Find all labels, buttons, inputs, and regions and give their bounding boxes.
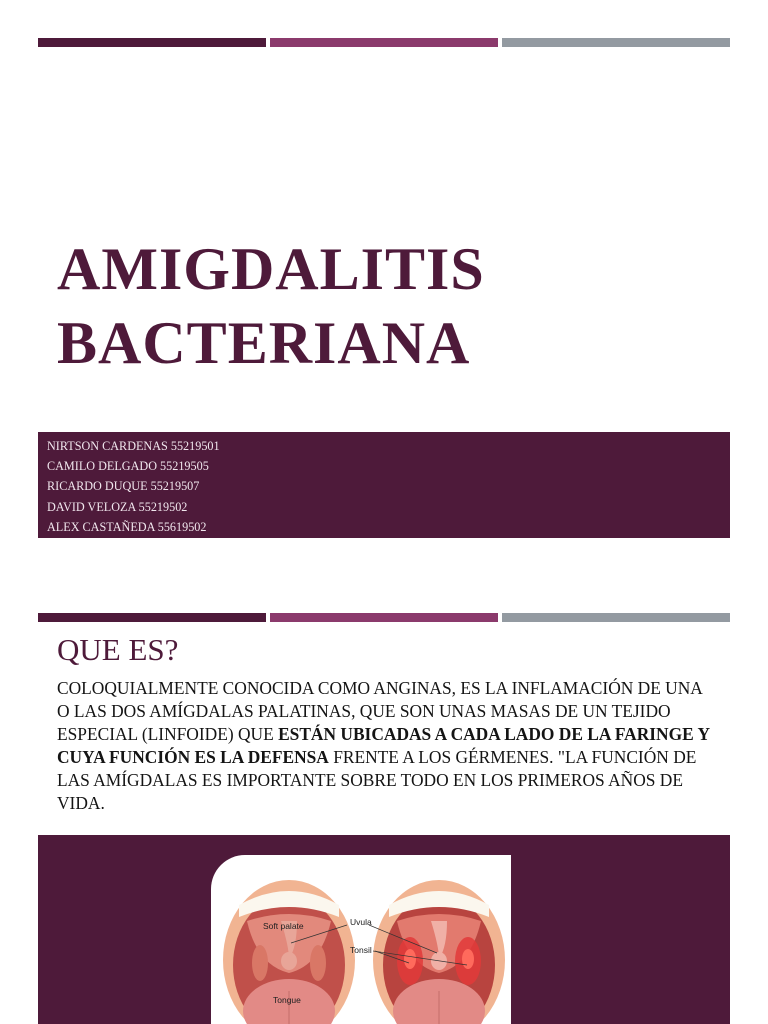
inflamed-mouth bbox=[373, 880, 505, 1024]
paragraph-text: COLOQUIALMENTE CONOCIDA COMO ANGINAS, ES LA INFLAMACIÓN DE UNA O LAS DOS AMÍGDALAS PALATINAS, QUE SON UNAS MASAS DE UN TEJIDO ESPECIAL (LINFOIDE) QUE bbox=[57, 678, 702, 744]
accent-bar-mid bbox=[270, 613, 498, 622]
mouth-diagram bbox=[211, 855, 511, 1024]
slide-title bbox=[57, 232, 485, 380]
authors-list bbox=[38, 432, 730, 537]
definition-paragraph bbox=[57, 677, 717, 815]
accent-bar-dark bbox=[38, 38, 266, 47]
label-tongue: Tongue bbox=[273, 995, 301, 1005]
accent-bar-gray bbox=[502, 613, 730, 622]
accent-bar-dark bbox=[38, 613, 266, 622]
paragraph-bold-text: ESTÁN UBICADAS A CADA LADO DE LA FARINGE Y CUYA FUNCIÓN ES LA DEFENSA bbox=[57, 724, 710, 767]
section-heading: QUE ES? bbox=[57, 632, 179, 667]
author-item: NIRTSON CARDENAS 55219501 bbox=[47, 439, 220, 453]
title-line-1: AMIGDALITIS bbox=[57, 236, 485, 302]
label-tonsil: Tonsil bbox=[350, 945, 372, 955]
title-line-2: BACTERIANA bbox=[57, 310, 471, 376]
paragraph-text: FRENTE A LOS GÉRMENES. "LA FUNCIÓN DE LAS AMÍGDALAS ES IMPORTANTE SOBRE TODO EN LOS PRIMEROS AÑOS DE VIDA. bbox=[57, 747, 697, 813]
accent-bar-mid bbox=[270, 38, 498, 47]
tonsils-illustration bbox=[211, 855, 511, 1024]
author-item: CAMILO DELGADO 55219505 bbox=[47, 459, 209, 474]
authors-panel bbox=[38, 432, 730, 538]
author-item: RICARDO DUQUE 55219507 bbox=[47, 479, 200, 494]
label-uvula: Uvula bbox=[350, 917, 372, 927]
accent-bar-gray bbox=[502, 38, 730, 47]
label-soft-palate: Soft palate bbox=[263, 921, 304, 931]
author-item: ALEX CASTAÑEDA 55619502 bbox=[47, 519, 207, 534]
author-item: DAVID VELOZA 55219502 bbox=[47, 499, 188, 514]
